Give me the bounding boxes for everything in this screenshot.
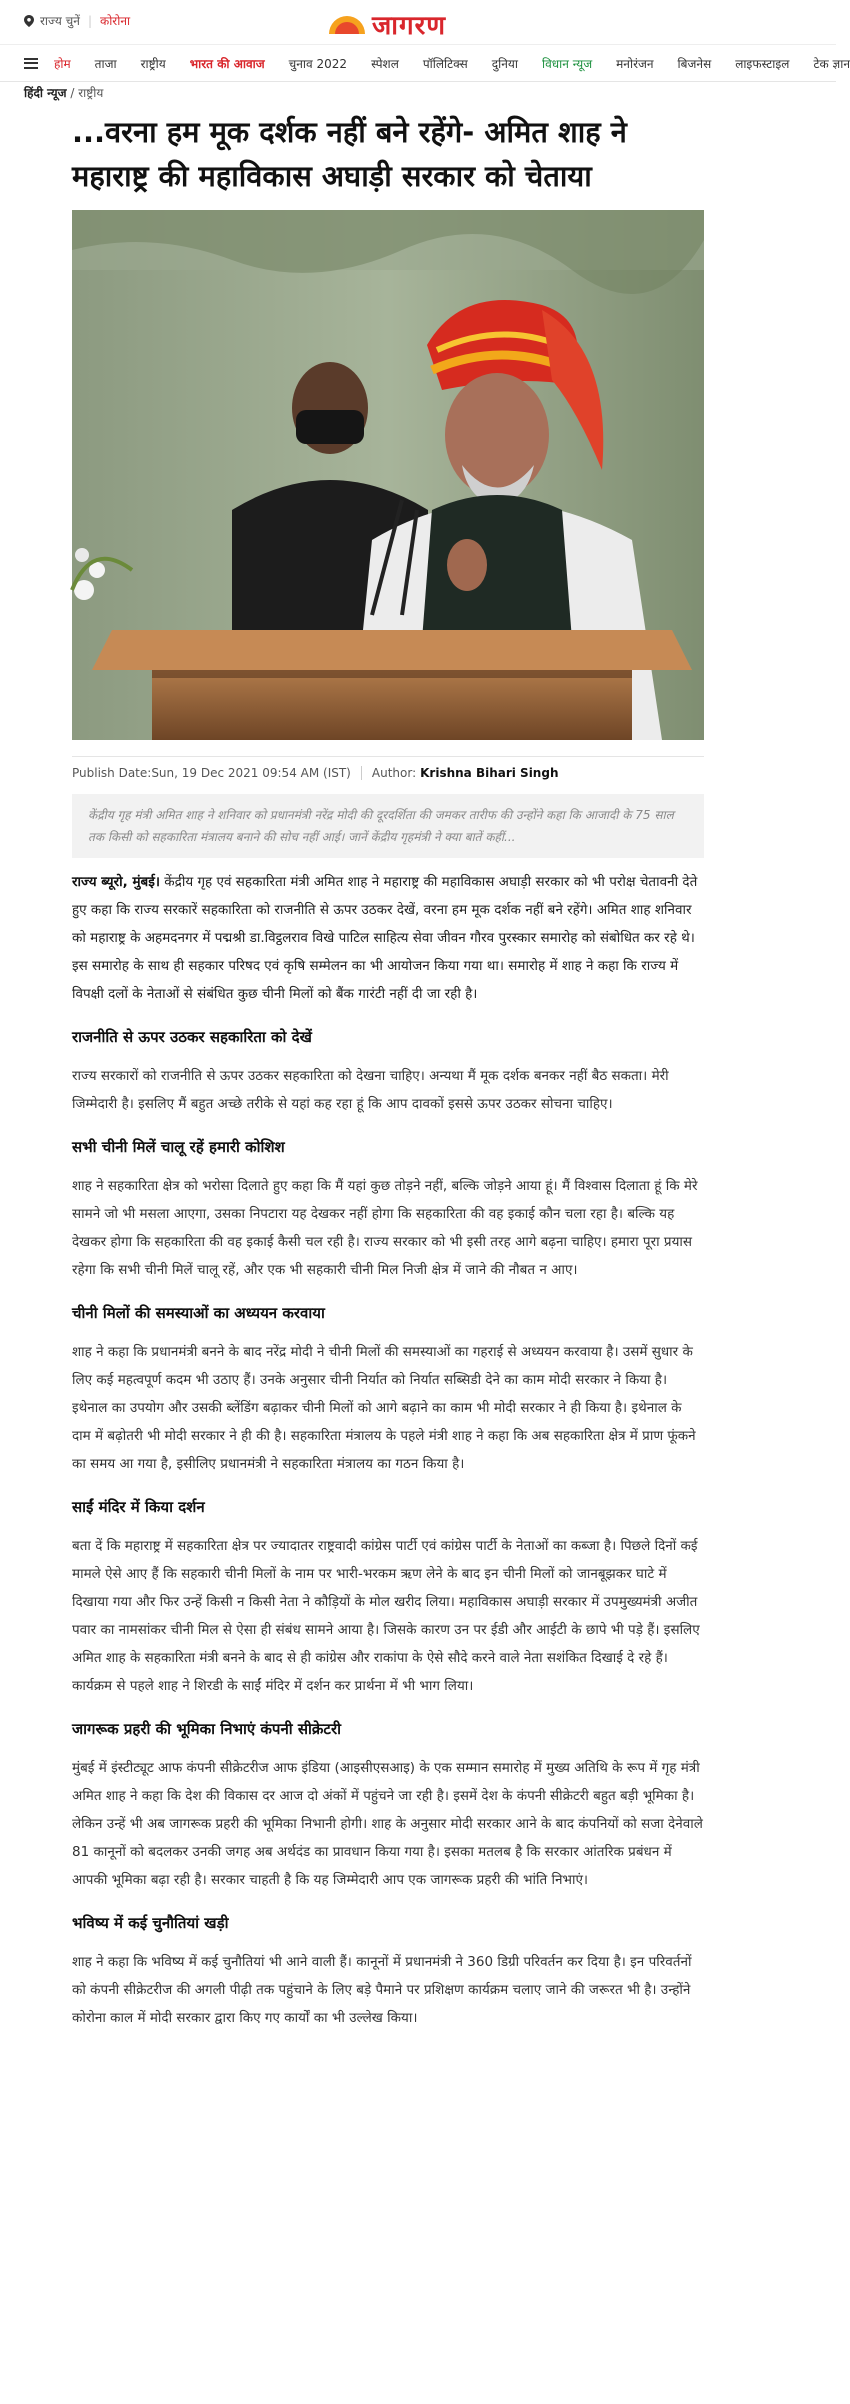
section-paragraph: शाह ने कहा कि प्रधानमंत्री बनने के बाद नरेंद्र मोदी ने चीनी मिलों की समस्याओं का गहराई से अध्ययन करवाया है। उसमें सुधार के लिए कई महत्वपूर्ण कदम भी उठाए हैं। उनके अनुसार चीनी निर्यात को निर्यात सब्सिडी देने का काम मोदी सरकार ने किया है। इथेनाल का उपयोग और उसकी ब्लेंडिंग बढ़ाकर चीनी मिलों को आगे बढ़ाने का काम भी मोदी सरकार ने ही किया है। इथेनाल के दाम में बढ़ोतरी भी मोदी सरकार ने ही की है। सहकारिता मंत्रालय के पहले मंत्री शाह ने कहा कि अब सहकारिता क्षेत्र में प्राण फूंकने का समय आ गया है, इसीलिए प्रधानमंत्री ने सहकारिता मंत्रालय का गठन किया है। [72,1344,696,1472]
article-hero-image [72,210,704,740]
author-label: Author: [371,766,417,780]
hamburger-menu-icon[interactable] [24,58,38,69]
topbar-divider: | [87,13,92,28]
top-bar [0,0,836,44]
article-dateline: राज्य ब्यूरो, मुंबई। [72,874,160,890]
meta-separator [361,766,362,780]
main-nav [0,44,850,82]
section-heading: सभी चीनी मिलें चालू रहें हमारी कोशिश [72,1138,285,1156]
nav-item-bharat-ki-awaaz[interactable]: भारत की आवाज [189,56,265,71]
nav-item-lifestyle[interactable]: लाइफस्टाइल [735,56,790,71]
article-lead-paragraph [72,868,704,1008]
nav-item-national[interactable]: राष्ट्रीय [140,56,166,71]
nav-item-politics[interactable]: पॉलिटिक्स [422,56,468,71]
nav-item-tech[interactable]: टेक ज्ञान [813,56,850,71]
section-paragraph: राज्य सरकारों को राजनीति से ऊपर उठकर सहकारिता को देखना चाहिए। अन्यथा मैं मूक दर्शक बनकर नहीं बैठ सकता। मेरी जिम्मेदारी है। इसलिए मैं बहुत अच्छे तरीके से यहां कह रहा हूं कि आप दावकों इससे ऊपर उठकर सोचना चाहिए। [72,1068,669,1112]
section-paragraph: मुंबई में इंस्टीट्यूट आफ कंपनी सीक्रेटरीज आफ इंडिया (आइसीएसआइ) के एक सम्मान समारोह में मुख्य अतिथि के रूप में गृह मंत्री अमित शाह ने कहा कि देश की विकास दर आज दो अंकों में पहुंचने जा रही है। इसमें देश के कंपनी सीक्रेटरी बहुत बड़ी भूमिका है। लेकिन उन्हें भी अब जागरूक प्रहरी की भूमिका निभानी होगी। शाह के अनुसार मोदी सरकार आने के बाद कंपनियों को सजा देनेवाले 81 कानूनों को बदलकर उनकी जगह अब अर्थदंड का प्रावधान किया गया है। इसका मतलब है कि सरकार आंतरिक प्रबंधन में आपकी भूमिका बढ़ा रही है। सरकार चाहती है कि यह जिम्मेदारी आप एक जागरूक प्रहरी की भांति निभाएं। [72,1760,703,1888]
section-paragraph: बता दें कि महाराष्ट्र में सहकारिता क्षेत्र पर ज्यादातर राष्ट्रवादी कांग्रेस पार्टी एवं कांग्रेस पार्टी के नेताओं का कब्जा है। पिछले दिनों कई मामले ऐसे आए हैं कि सहकारी चीनी मिलों के नाम पर भारी-भरकम ऋण लेने के बाद इन चीनी मिलों को जानबूझकर घाटे में दिखाया गया और फिर उन्हें किसी न किसी नेता ने कौड़ियों के मोल खरीद लिया। महाविकास अघाड़ी सरकार में उपमुख्यमंत्री अजीत पवार का नामसांकर चीनी मिल से ऐसा ही संबंध सामने आया है। जिसके कारण उन पर ईडी और आईटी के छापे भी पड़े हैं। इसलिए अमित शाह के सहकारिता मंत्री बनने के बाद से ही कांग्रेस और राकांपा के ऐसे सौदे करने वाले नेता सशंकित दिखाई दे रहे हैं। कार्यक्रम से पहले शाह ने शिरडी के साईं मंदिर में दर्शन कर प्रार्थना में भी भाग लिया। [72,1538,700,1694]
speaker-at-podium-illustration [72,210,704,740]
nav-item-special[interactable]: स्पेशल [371,56,399,71]
article-body [72,868,704,2050]
city-selector[interactable] [24,12,130,29]
site-logo[interactable] [326,6,446,42]
section-heading: चीनी मिलों की समस्याओं का अध्ययन करवाया [72,1304,325,1322]
city-label[interactable]: राज्य चुनें [40,14,80,28]
section-heading: भविष्य में कई चुनौतियां खड़ी [72,1914,229,1932]
nav-item-vidhan-news[interactable]: विधान न्यूज [541,56,593,71]
article-meta [72,766,558,780]
section-paragraph: शाह ने कहा कि भविष्य में कई चुनौतियां भी आने वाली हैं। कानूनों में प्रधानमंत्री ने 360 डिग्री परिवर्तन कर दिया है। इन परिवर्तनों को कंपनी सीक्रेटरीज की अगली पीढ़ी तक पहुंचाने के लिए बड़े पैमाने पर प्रशिक्षण कार्यक्रम चलाए जाने की जरूरत भी है। उन्होंने कोरोना काल में मोदी सरकार द्वारा किए गए कार्यों का भी उल्लेख किया। [72,1954,692,2026]
section-heading: जागरूक प्रहरी की भूमिका निभाएं कंपनी सीक्रेटरी [72,1720,342,1738]
nav-item-business[interactable]: बिजनेस [677,56,712,71]
breadcrumb [24,84,103,101]
logo-text: जागरण [372,11,447,41]
breadcrumb-section[interactable]: राष्ट्रीय [78,86,104,100]
corona-link[interactable]: कोरोना [99,14,131,28]
section-heading: राजनीति से ऊपर उठकर सहकारिता को देखें [72,1028,312,1046]
meta-divider [72,756,704,757]
section-paragraph: शाह ने सहकारिता क्षेत्र को भरोसा दिलाते हुए कहा कि मैं यहां कुछ तोड़ने नहीं, बल्कि जोड़ने आया हूं। मैं विश्वास दिलाता हूं कि मेरे सामने जो भी मसला आएगा, उसका निपटारा यह देखकर नहीं होगा कि सहकारिता की वह इकाई कौन चला रहा है। बल्कि यह देखकर होगा कि सहकारिता की वह इकाई कैसी चल रही है। राज्य सरकार को भी इसी तरह आगे बढ़ना चाहिए। हमारा पूरा प्रयास रहेगा कि सभी चीनी मिलें चालू रहें, और एक भी सहकारी चीनी मिल निजी क्षेत्र में जाने की नौबत न आए। [72,1178,698,1278]
breadcrumb-separator: / [70,86,75,100]
nav-item-world[interactable]: दुनिया [491,56,518,71]
section-heading: साईं मंदिर में किया दर्शन [72,1498,205,1516]
rising-sun-logo-icon [326,13,368,35]
nav-item-election[interactable]: चुनाव 2022 [288,56,348,71]
article-summary: केंद्रीय गृह मंत्री अमित शाह ने शनिवार को प्रधानमंत्री नरेंद्र मोदी की दूरदर्शिता की जमकर तारीफ की उन्होंने कहा कि आजादी के 75 साल तक किसी को सहकारिता मंत्रालय बनाने की सोच नहीं आई। जानें केंद्रीय गृहमंत्री ने क्या बातें कहीं... [72,794,704,858]
article-lead-text: केंद्रीय गृह एवं सहकारिता मंत्री अमित शाह ने महाराष्ट्र की महाविकास अघाड़ी सरकार को भी परोक्ष चेतावनी देते हुए कहा कि राज्य सरकारें सहकारिता को राजनीति से ऊपर उठकर देखें, वरना हम मूक दर्शक नहीं बने रहेंगे। अमित शाह शनिवार को महाराष्ट्र के अहमदनगर में पद्मश्री डा.विट्ठलराव विखे पाटिल साहित्य सेवा जीवन गौरव पुरस्कार समारोह को संबोधित कर रहे थे। इस समारोह के साथ ही सहकार परिषद एवं कृषि सम्मेलन का भी आयोजन किया गया था। समारोह में शाह ने कहा कि राज्य में विपक्षी दलों के नेताओं से संबंधित कुछ चीनी मिलों को बैंक गारंटी नहीं दी जा रही है। [72,874,698,1002]
nav-item-home[interactable]: होम [54,56,71,71]
breadcrumb-home[interactable]: हिंदी न्यूज [24,86,67,100]
author-name[interactable]: Krishna Bihari Singh [420,766,559,780]
nav-item-entertainment[interactable]: मनोरंजन [616,56,654,71]
location-pin-icon [24,15,34,27]
nav-item-latest[interactable]: ताजा [94,56,117,71]
article-headline: ...वरना हम मूक दर्शक नहीं बने रहेंगे- अमित शाह ने महाराष्ट्र की महाविकास अघाड़ी सरकार को चेताया [72,115,627,193]
publish-date: Publish Date:Sun, 19 Dec 2021 09:54 AM (IST) [72,766,351,780]
